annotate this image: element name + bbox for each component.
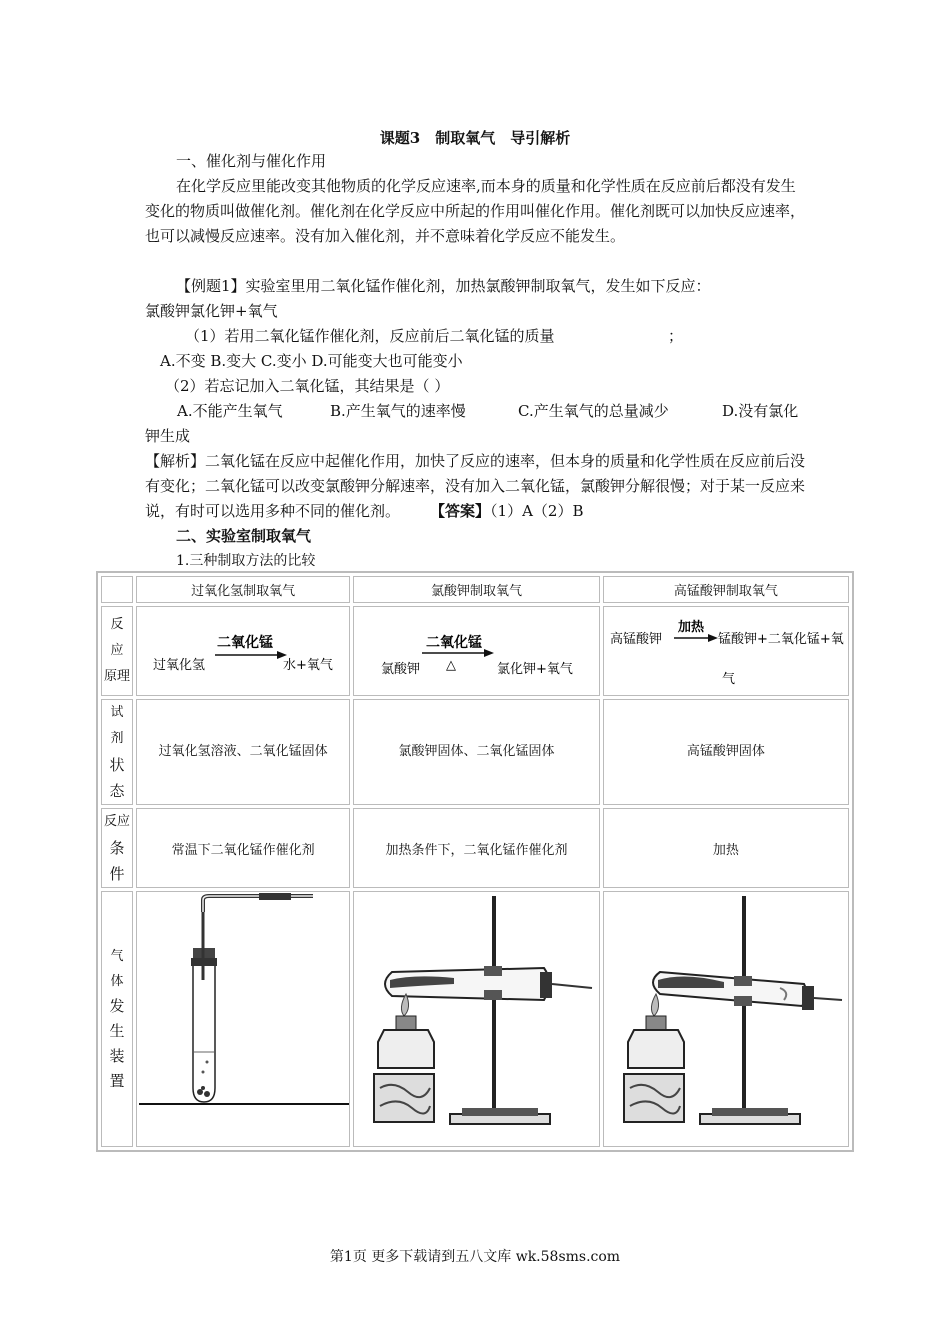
section1-heading: 一、催化剂与催化作用 <box>176 152 327 170</box>
row-label-apparatus: 气 体 发 生 装 置 <box>101 891 133 1147</box>
page-footer: 第1页 更多下载请到五八文库 wk.58sms.com <box>329 1249 621 1265</box>
row-label-reagents: 试 剂 状 态 <box>101 699 133 805</box>
apparatus-kclo3 <box>353 891 599 1147</box>
eq3-reactant: 高锰酸钾 <box>609 632 662 647</box>
equation-kmno4-svg <box>604 607 848 691</box>
analysis <box>145 449 807 524</box>
row-label-conditions: 反应 条 件 <box>101 808 133 888</box>
comparison-table <box>96 571 854 1152</box>
analysis-label: 【解析】 <box>145 452 206 470</box>
condition-kmno4: 加热 <box>603 808 849 888</box>
eq1-condition: 二氧化锰 <box>217 635 274 651</box>
eq3-condition: 加热 <box>677 620 704 635</box>
table-row-principle <box>101 606 849 696</box>
header-kclo3: 氯酸钾制取氧气 <box>353 576 599 603</box>
row-label-principle: 反 应 原理 <box>101 606 133 696</box>
answer-label: 【答案】 <box>437 502 491 520</box>
equation-kmno4 <box>603 606 849 696</box>
subsection-title: 1.三种制取方法的比较 <box>176 553 316 569</box>
equation-kclo3 <box>353 606 599 696</box>
q2-option-b: B.产生氧气的速率慢 <box>330 402 466 420</box>
eq3-product: 锰酸钾+二氧化锰+氧 <box>717 632 844 647</box>
table-header-row <box>101 576 849 603</box>
eq2-product: 氯化钾+氧气 <box>497 662 574 677</box>
eq1-product: 水+氧气 <box>283 658 334 673</box>
example1-intro: 【例题1】实验室里用二氧化锰作催化剂，加热氯酸钾制取氧气，发生如下反应： <box>176 277 711 295</box>
section2-heading: 二、实验室制取氧气 <box>176 527 312 545</box>
condition-h2o2: 常温下二氧化锰作催化剂 <box>136 808 350 888</box>
kmno4-apparatus-image <box>604 892 848 1142</box>
question-1: （1）若用二氧化锰作催化剂，反应前后二氧化锰的质量 <box>185 327 555 345</box>
question-1-options: A.不变 B.变大 C.变小 D.可能变大也可能变小 <box>160 352 463 370</box>
analysis-text: 二氧化锰在反应中起催化作用，加快了反应的速率，但本身的质量和化学性质在反应前后没有变化；二氧化锰可以改变氯酸钾分解速率，没有加入二氧化锰，氯酸钾分解很慢；对于某一反应来说，有时可以选用多种不同的催化剂。 <box>145 452 806 520</box>
q2-option-d: D.没有氯化 <box>722 402 799 420</box>
example1-equation: 氯酸钾氯化钾+氧气 <box>145 302 278 320</box>
apparatus-kmno4 <box>603 891 849 1147</box>
kclo3-apparatus-image <box>354 892 598 1142</box>
table-row-apparatus <box>101 891 849 1147</box>
eq2-condition2: △ <box>446 658 457 673</box>
condition-kclo3: 加热条件下，二氧化锰作催化剂 <box>353 808 599 888</box>
reagent-kmno4: 高锰酸钾固体 <box>603 699 849 805</box>
page-title: 课题3 制取氧气 导引解析 <box>379 129 571 147</box>
apparatus-h2o2 <box>136 891 350 1147</box>
q2-option-d-cont: 钾生成 <box>145 427 191 445</box>
reagent-h2o2: 过氧化氢溶液、二氧化锰固体 <box>136 699 350 805</box>
eq2-reactant: 氯酸钾 <box>381 662 421 677</box>
equation-h2o2 <box>136 606 350 696</box>
table-row-reagents <box>101 699 849 805</box>
eq2-arrow-head <box>484 649 494 657</box>
q2-option-c: C.产生氧气的总量减少 <box>518 402 669 420</box>
header-h2o2: 过氧化氢制取氧气 <box>136 576 350 603</box>
section1-text: 在化学反应里能改变其他物质的化学反应速率,而本身的质量和化学性质在反应前后都没有发生变化的物质叫做催化剂。催化剂在化学反应中所起的作用叫催化作用。催化剂既可以加快反应速率，也可以减慢反应速率。没有加入催化剂，并不意味着化学反应不能发生。 <box>145 177 806 245</box>
reagent-kclo3: 氯酸钾固体、二氧化锰固体 <box>353 699 599 805</box>
eq2-condition: 二氧化锰 <box>426 635 483 651</box>
table-row-conditions <box>101 808 849 888</box>
eq1-reactant: 过氧化氢 <box>153 658 206 673</box>
equation-kclo3-svg <box>354 607 598 691</box>
question-1-end: ； <box>668 327 684 345</box>
eq3-arrow-head <box>708 634 718 642</box>
test-tube-apparatus-image <box>137 892 349 1142</box>
header-kmno4: 高锰酸钾制取氧气 <box>603 576 849 603</box>
answer-text: （1）A（2）B <box>490 502 584 520</box>
question-2: （2）若忘记加入二氧化锰，其结果是（ ） <box>165 377 450 395</box>
equation-h2o2-svg <box>137 607 349 691</box>
eq3-product-cont: 气 <box>721 672 735 687</box>
q2-option-a: A.不能产生氧气 <box>177 402 283 420</box>
